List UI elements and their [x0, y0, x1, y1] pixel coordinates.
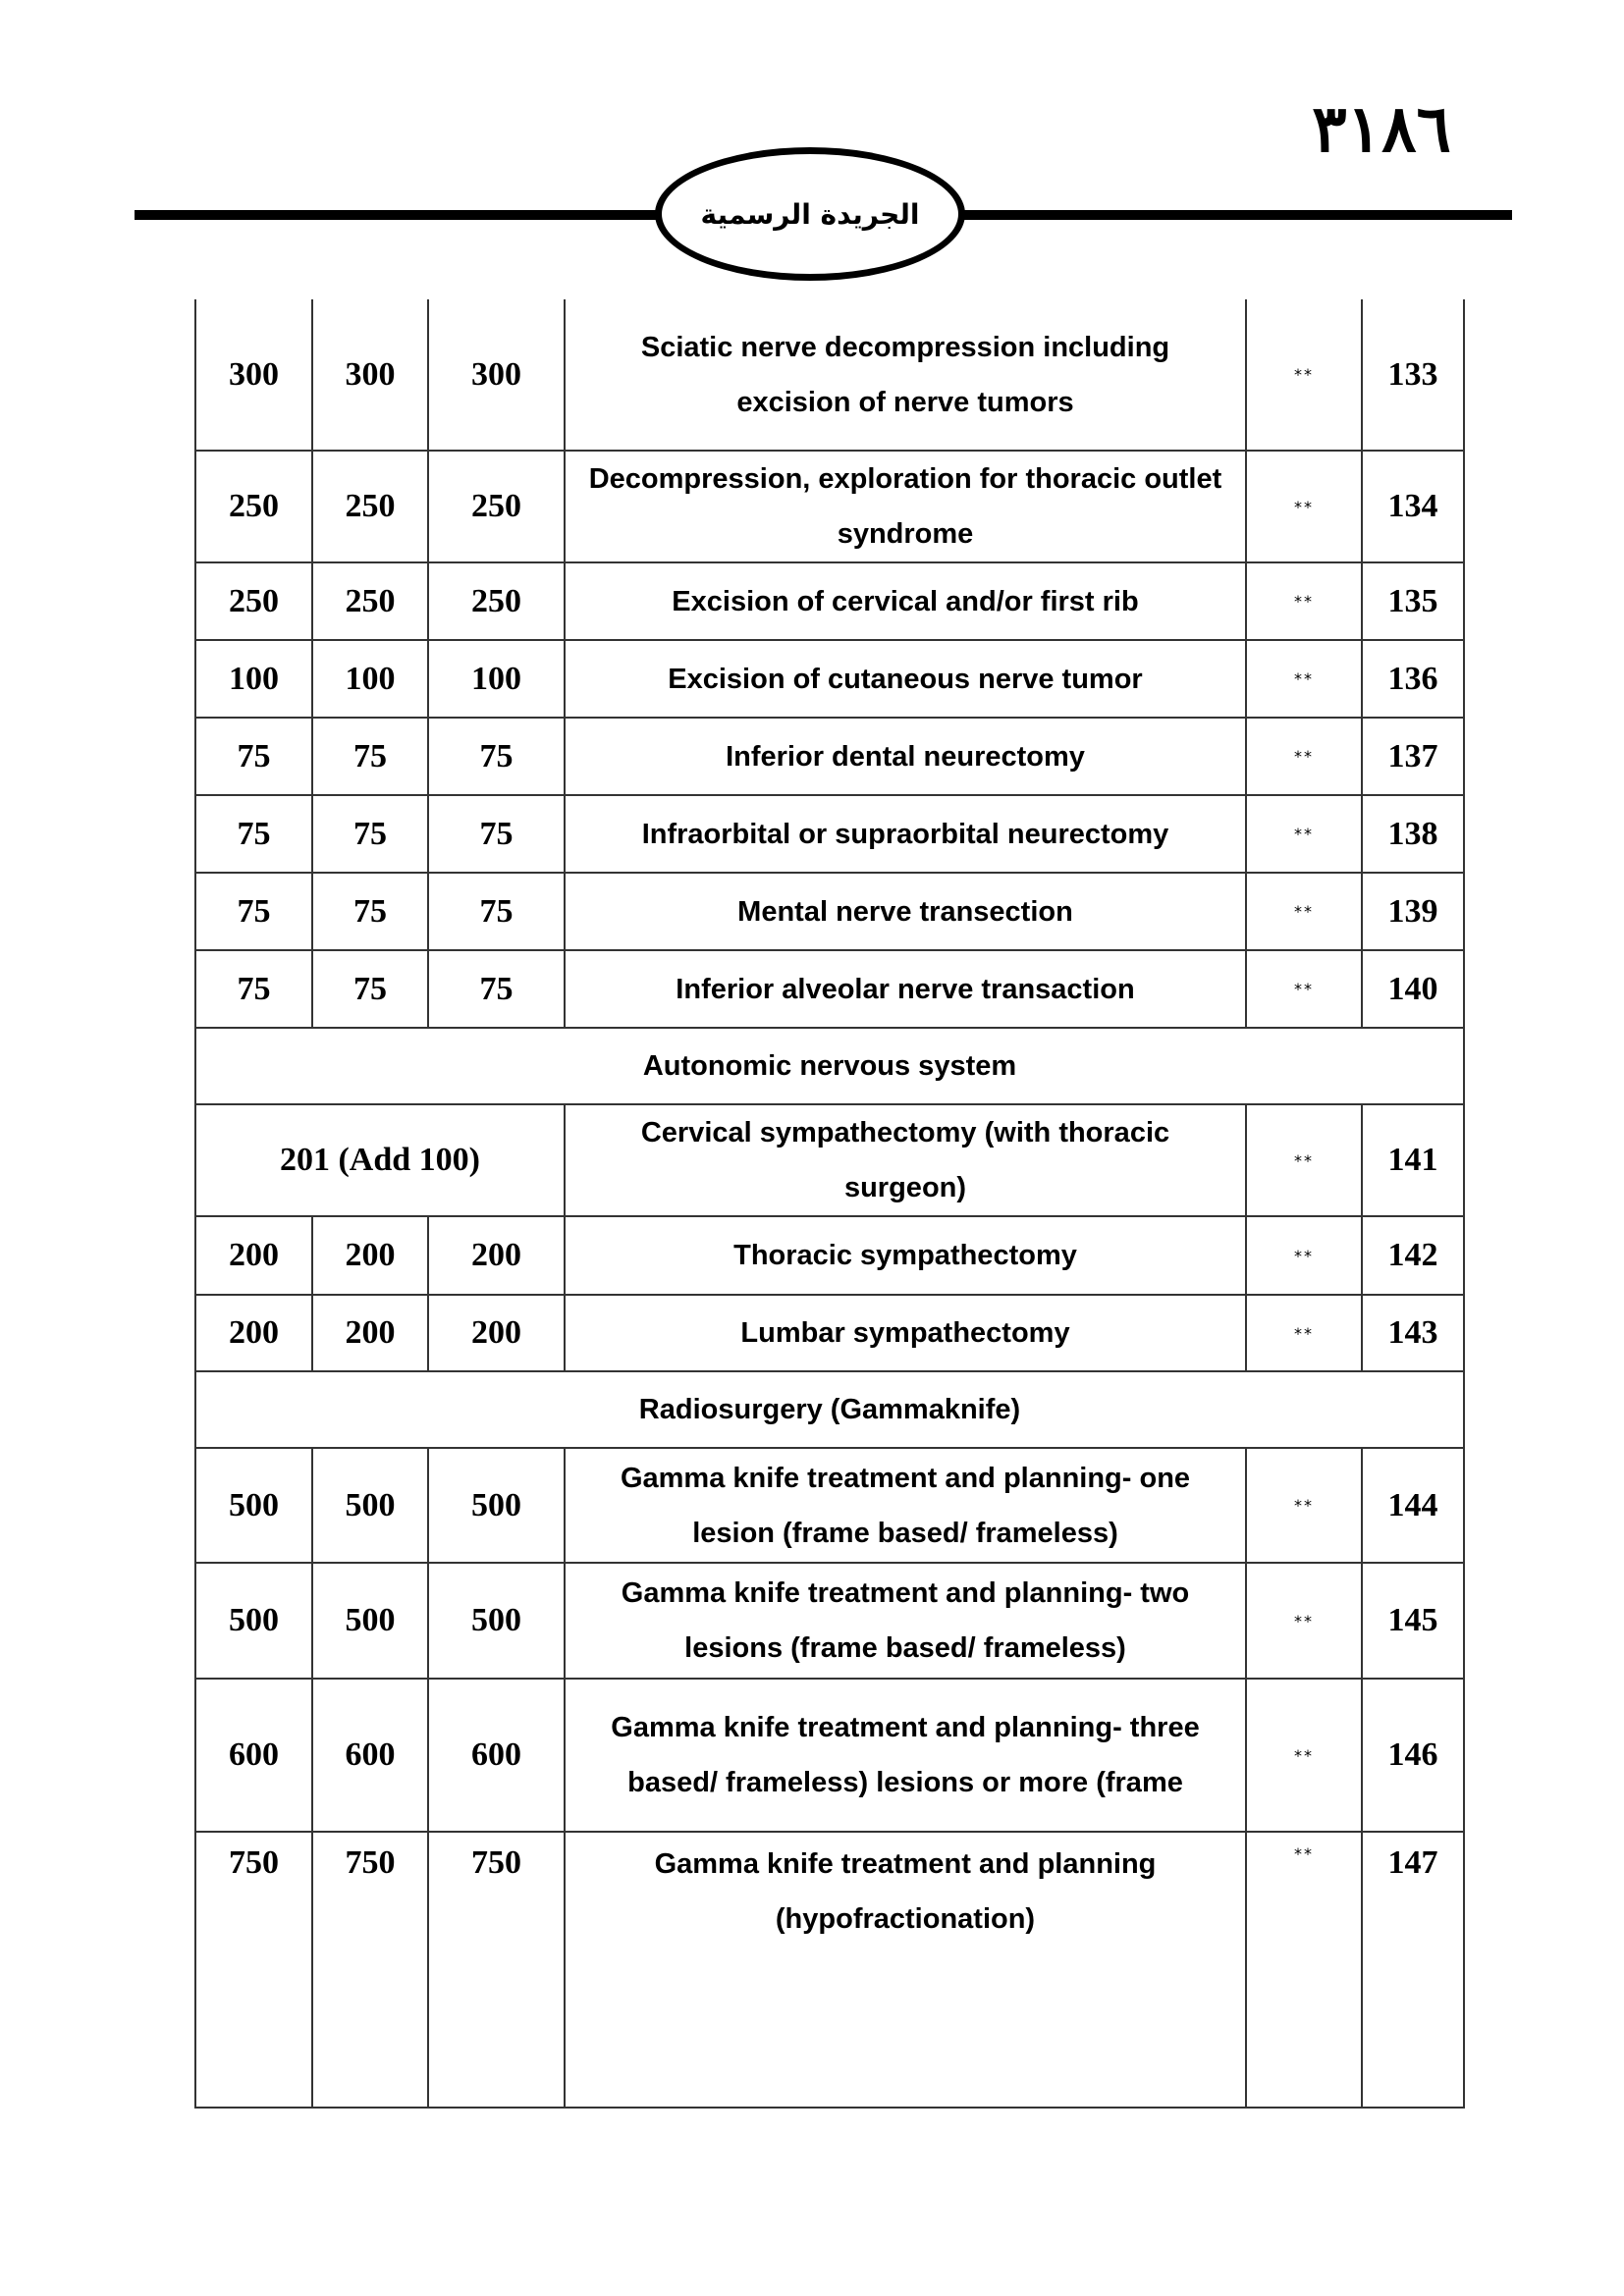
- procedure-description: Gamma knife treatment and planning (hypofractionation): [565, 1832, 1246, 2108]
- mark-cell: **: [1246, 299, 1362, 451]
- table-row: [195, 718, 1464, 795]
- price-cell: 75: [195, 795, 312, 873]
- mark-cell: **: [1246, 950, 1362, 1028]
- mark-cell: **: [1246, 718, 1362, 795]
- table-row: [195, 640, 1464, 718]
- procedure-description: Excision of cutaneous nerve tumor: [565, 640, 1246, 718]
- price-cell: 75: [428, 873, 565, 950]
- price-cell: 250: [428, 451, 565, 562]
- mark-cell: **: [1246, 640, 1362, 718]
- table-row: [195, 562, 1464, 640]
- section-row: [195, 1371, 1464, 1448]
- price-cell: 100: [195, 640, 312, 718]
- price-cell: 250: [195, 562, 312, 640]
- price-cell: 75: [428, 950, 565, 1028]
- mark-cell: **: [1246, 1679, 1362, 1832]
- price-cell: 500: [195, 1448, 312, 1563]
- item-number: 135: [1362, 562, 1464, 640]
- price-cell: 200: [195, 1295, 312, 1371]
- item-number: 143: [1362, 1295, 1464, 1371]
- gazette-title: الجريدة الرسمية: [700, 197, 920, 231]
- item-number: 138: [1362, 795, 1464, 873]
- section-heading: Autonomic nervous system: [195, 1028, 1464, 1104]
- item-number: 145: [1362, 1563, 1464, 1679]
- item-number: 142: [1362, 1216, 1464, 1295]
- procedure-description: Mental nerve transection: [565, 873, 1246, 950]
- price-cell: 200: [428, 1295, 565, 1371]
- item-number: 136: [1362, 640, 1464, 718]
- price-cell: 75: [428, 795, 565, 873]
- price-cell: 600: [195, 1679, 312, 1832]
- table-row: [195, 299, 1464, 451]
- table-row: [195, 795, 1464, 873]
- procedure-description: Gamma knife treatment and planning- three based/ frameless) lesions or more (frame: [565, 1679, 1246, 1832]
- item-number: 139: [1362, 873, 1464, 950]
- item-number: 141: [1362, 1104, 1464, 1216]
- price-cell: 750: [428, 1832, 565, 2108]
- price-cell: 500: [312, 1563, 428, 1679]
- table-row: [195, 1295, 1464, 1371]
- price-cell: 500: [428, 1448, 565, 1563]
- mark-cell: **: [1246, 795, 1362, 873]
- price-cell: 200: [428, 1216, 565, 1295]
- procedure-description: Cervical sympathectomy (with thoracic surgeon): [565, 1104, 1246, 1216]
- procedure-description: Excision of cervical and/or first rib: [565, 562, 1246, 640]
- table-row: [195, 1563, 1464, 1679]
- page-number: ٣١٨٦: [1312, 90, 1451, 167]
- price-cell: 250: [312, 451, 428, 562]
- table-row: [195, 1216, 1464, 1295]
- item-number: 133: [1362, 299, 1464, 451]
- procedure-description: Sciatic nerve decompression including excision of nerve tumors: [565, 299, 1246, 451]
- price-cell: 500: [428, 1563, 565, 1679]
- price-cell: 75: [312, 873, 428, 950]
- table-row: [195, 950, 1464, 1028]
- price-cell: 100: [428, 640, 565, 718]
- table-row: [195, 1679, 1464, 1832]
- mark-cell: **: [1246, 1832, 1362, 2108]
- mark-cell: **: [1246, 873, 1362, 950]
- price-cell: 200: [195, 1216, 312, 1295]
- mark-cell: **: [1246, 1295, 1362, 1371]
- item-number: 137: [1362, 718, 1464, 795]
- mark-cell: **: [1246, 1216, 1362, 1295]
- table-row: [195, 451, 1464, 562]
- price-cell: 75: [312, 950, 428, 1028]
- price-cell: 250: [312, 562, 428, 640]
- price-cell: 200: [312, 1295, 428, 1371]
- section-heading: Radiosurgery (Gammaknife): [195, 1371, 1464, 1448]
- table-row: [195, 1448, 1464, 1563]
- item-number: 146: [1362, 1679, 1464, 1832]
- price-cell: 75: [312, 718, 428, 795]
- mark-cell: **: [1246, 1563, 1362, 1679]
- table-row: [195, 1832, 1464, 2108]
- procedure-description: Gamma knife treatment and planning- one lesion (frame based/ frameless): [565, 1448, 1246, 1563]
- item-number: 147: [1362, 1832, 1464, 2108]
- item-number: 134: [1362, 451, 1464, 562]
- price-cell: 201 (Add 100): [195, 1104, 565, 1216]
- table-row: [195, 873, 1464, 950]
- price-cell: 300: [428, 299, 565, 451]
- price-cell: 600: [312, 1679, 428, 1832]
- table-row: [195, 1104, 1464, 1216]
- item-number: 144: [1362, 1448, 1464, 1563]
- procedure-description: Inferior alveolar nerve transaction: [565, 950, 1246, 1028]
- price-cell: 75: [312, 795, 428, 873]
- price-cell: 75: [195, 873, 312, 950]
- procedure-description: Gamma knife treatment and planning- two lesions (frame based/ frameless): [565, 1563, 1246, 1679]
- section-row: [195, 1028, 1464, 1104]
- procedure-description: Decompression, exploration for thoracic outlet syndrome: [565, 451, 1246, 562]
- price-cell: 75: [195, 718, 312, 795]
- price-cell: 75: [195, 950, 312, 1028]
- price-cell: 250: [195, 451, 312, 562]
- gazette-title-oval: [655, 147, 965, 281]
- fee-table: [194, 299, 1465, 2109]
- price-cell: 75: [428, 718, 565, 795]
- price-cell: 500: [312, 1448, 428, 1563]
- price-cell: 750: [195, 1832, 312, 2108]
- price-cell: 300: [195, 299, 312, 451]
- procedure-description: Lumbar sympathectomy: [565, 1295, 1246, 1371]
- mark-cell: **: [1246, 451, 1362, 562]
- price-cell: 300: [312, 299, 428, 451]
- procedure-description: Infraorbital or supraorbital neurectomy: [565, 795, 1246, 873]
- price-cell: 500: [195, 1563, 312, 1679]
- procedure-description: Thoracic sympathectomy: [565, 1216, 1246, 1295]
- price-cell: 250: [428, 562, 565, 640]
- price-cell: 200: [312, 1216, 428, 1295]
- price-cell: 600: [428, 1679, 565, 1832]
- procedure-description: Inferior dental neurectomy: [565, 718, 1246, 795]
- price-cell: 750: [312, 1832, 428, 2108]
- mark-cell: **: [1246, 1104, 1362, 1216]
- mark-cell: **: [1246, 1448, 1362, 1563]
- item-number: 140: [1362, 950, 1464, 1028]
- price-cell: 100: [312, 640, 428, 718]
- mark-cell: **: [1246, 562, 1362, 640]
